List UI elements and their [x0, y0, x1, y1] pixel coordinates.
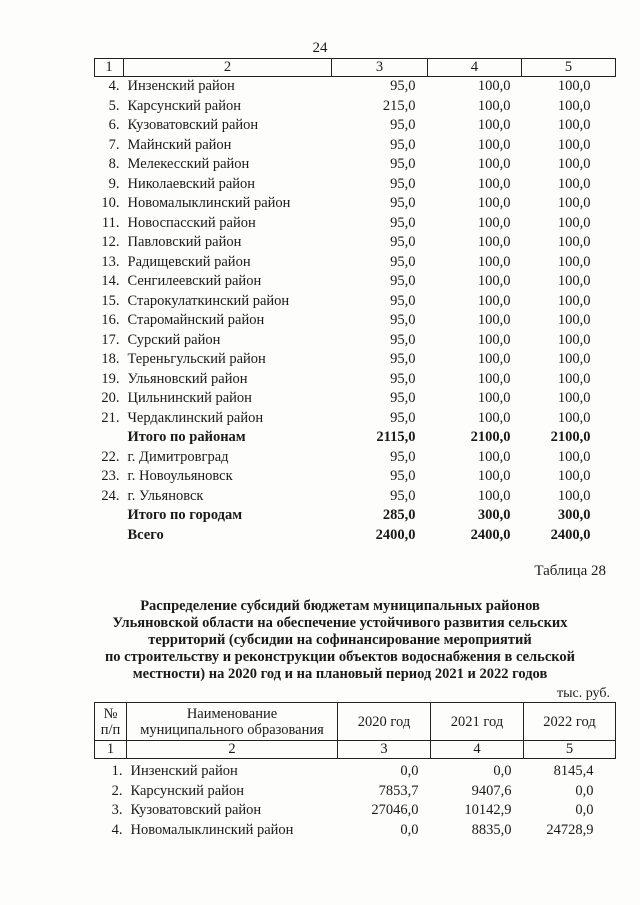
municipality-name: Новомалыклинский район	[127, 195, 291, 211]
value-col3: 95,0	[390, 78, 416, 94]
municipality-name: Старомайнский район	[127, 312, 265, 328]
value-2020: 0,0	[400, 821, 419, 838]
value-col5: 2100,0	[550, 429, 591, 445]
value-col4: 100,0	[477, 351, 511, 367]
row-number: 5.	[108, 97, 120, 114]
value-col4: 100,0	[477, 409, 511, 426]
title-line: по строительству и реконструкции объектов водоснабжения в сельской	[104, 649, 576, 665]
value-col3: 95,0	[390, 136, 416, 153]
municipality-name: Итого по районам	[127, 429, 246, 445]
header-number	[95, 703, 127, 741]
units-label: тыс. руб.	[557, 686, 610, 701]
row-number: 20.	[101, 390, 120, 406]
table-row	[95, 194, 616, 214]
table-row	[95, 292, 616, 312]
table-row	[95, 409, 616, 429]
value-col4: 100,0	[477, 156, 511, 172]
row-number: 8.	[108, 156, 120, 172]
value-col4: 100,0	[477, 234, 511, 250]
value-col4: 100,0	[477, 273, 511, 289]
row-number: 11.	[101, 214, 120, 231]
row-number: 3.	[111, 802, 123, 818]
title-line: Распределение субсидий бюджетам муниципальных районов	[140, 598, 540, 614]
value-col5: 100,0	[557, 195, 591, 211]
row-number: 19.	[101, 370, 120, 387]
municipality-name: Павловский район	[127, 234, 242, 250]
title-line: местности) на 2020 год и на плановый период 2021 и 2022 годов	[132, 666, 548, 682]
municipality-name: Радищевский район	[127, 253, 251, 270]
municipality-name: Инзенский район	[127, 78, 235, 94]
col-header-3: 3	[332, 59, 428, 77]
municipality-name: Старокулаткинский район	[127, 292, 290, 309]
value-col5: 100,0	[557, 468, 591, 484]
municipality-name: Новоспасский район	[127, 214, 256, 231]
value-col4: 100,0	[477, 448, 511, 465]
table-row	[95, 448, 616, 468]
value-col5: 100,0	[557, 312, 591, 328]
municipality-name: Николаевский район	[127, 175, 256, 192]
value-col4: 100,0	[477, 487, 511, 504]
value-col3: 95,0	[390, 448, 416, 465]
table-row	[95, 350, 616, 370]
value-2022: 0,0	[575, 782, 594, 799]
value-col3: 95,0	[390, 331, 416, 348]
value-2022: 24728,9	[546, 821, 594, 838]
table-row	[95, 253, 616, 273]
value-col3: 95,0	[390, 409, 416, 426]
subsidy-table-continued	[94, 58, 616, 545]
value-2021: 0,0	[493, 763, 512, 779]
page-number: 24	[312, 40, 328, 56]
value-col5: 100,0	[557, 253, 591, 270]
municipality-name: Итого по городам	[127, 507, 243, 523]
col-header-5: 5	[522, 59, 616, 77]
municipality-name: Мелекесский район	[127, 156, 250, 172]
value-col5: 100,0	[557, 487, 591, 504]
value-col4: 100,0	[477, 390, 511, 406]
table-row	[95, 821, 616, 841]
municipality-name: г. Новоульяновск	[127, 468, 233, 484]
row-number: 21.	[101, 409, 120, 426]
municipality-name: Кузоватовский район	[130, 802, 262, 818]
column-number-row	[95, 741, 616, 759]
municipality-name: Ульяновский район	[127, 370, 248, 387]
value-col4: 100,0	[477, 214, 511, 231]
value-col5: 100,0	[557, 448, 591, 465]
row-number: 4.	[108, 78, 120, 94]
value-col3: 285,0	[382, 507, 416, 523]
municipality-name: г. Димитровград	[127, 448, 229, 465]
value-col4: 100,0	[477, 370, 511, 387]
table-row	[95, 782, 616, 802]
col-number-1: 1	[95, 741, 127, 759]
value-2020: 27046,0	[371, 802, 419, 818]
value-col4: 100,0	[477, 78, 511, 94]
row-number: 16.	[101, 312, 120, 328]
value-col5: 100,0	[557, 234, 591, 250]
table-row	[95, 77, 616, 97]
col-number-3: 3	[338, 741, 431, 759]
table-row	[95, 389, 616, 409]
municipality-name: Карсунский район	[127, 97, 242, 114]
value-col4: 100,0	[477, 468, 511, 484]
value-col5: 100,0	[557, 331, 591, 348]
municipality-name: Инзенский район	[130, 763, 238, 779]
value-col4: 100,0	[477, 97, 511, 114]
value-col3: 95,0	[390, 117, 416, 133]
row-number: 17.	[101, 331, 120, 348]
col-number-2: 2	[127, 741, 338, 759]
value-col3: 95,0	[390, 234, 416, 250]
value-col3: 95,0	[390, 292, 416, 309]
title-line: Ульяновской области на обеспечение устойчивого развития сельских	[112, 615, 568, 631]
value-col5: 300,0	[557, 507, 591, 523]
row-number: 9.	[108, 175, 120, 192]
value-col3: 95,0	[390, 273, 416, 289]
value-col5: 100,0	[557, 370, 591, 387]
table-row	[95, 311, 616, 331]
table-row	[95, 487, 616, 507]
value-col5: 100,0	[557, 390, 591, 406]
row-number	[95, 506, 124, 526]
value-col5: 100,0	[557, 97, 591, 114]
value-col5: 100,0	[557, 214, 591, 231]
header-number-abbr: п/п	[100, 721, 121, 738]
row-number: 13.	[101, 253, 120, 270]
value-2021: 10142,9	[464, 802, 512, 818]
value-2021: 9407,6	[471, 782, 512, 799]
value-col3: 95,0	[390, 487, 416, 504]
table-row	[95, 370, 616, 390]
value-col5: 100,0	[557, 78, 591, 94]
value-col3: 95,0	[390, 370, 416, 387]
value-col3: 95,0	[390, 195, 416, 211]
table-row	[95, 331, 616, 351]
municipality-name: Карсунский район	[130, 782, 245, 799]
header-number-sign: №	[103, 705, 118, 722]
header-name-line2: муниципального образования	[140, 721, 324, 738]
value-col4: 100,0	[477, 312, 511, 328]
row-number: 18.	[101, 351, 120, 367]
row-number	[95, 428, 124, 448]
value-col3: 215,0	[382, 97, 416, 114]
value-col5: 100,0	[557, 156, 591, 172]
table-header-row	[95, 703, 616, 741]
table-row	[95, 467, 616, 487]
value-col5: 100,0	[557, 117, 591, 133]
value-col3: 95,0	[390, 351, 416, 367]
table-label: Таблица 28	[534, 563, 606, 579]
municipality-name: Майнский район	[127, 136, 232, 153]
row-number	[95, 526, 124, 546]
total-row	[95, 526, 616, 546]
row-number: 6.	[108, 117, 120, 133]
total-row	[95, 506, 616, 526]
value-col4: 300,0	[477, 507, 511, 523]
value-2020: 7853,7	[378, 782, 419, 799]
table-title	[60, 598, 620, 683]
col-number-4: 4	[431, 741, 524, 759]
row-number: 22.	[101, 448, 120, 465]
municipality-name: Тереньгульский район	[127, 351, 266, 367]
value-col3: 95,0	[390, 214, 416, 231]
value-2020: 0,0	[400, 763, 419, 779]
municipality-name: Кузоватовский район	[127, 117, 259, 133]
row-number: 24.	[101, 487, 120, 504]
value-col4: 100,0	[477, 117, 511, 133]
total-row	[95, 428, 616, 448]
header-name	[127, 703, 338, 741]
header-2022: 2022 год	[524, 703, 616, 741]
municipality-name: Новомалыклинский район	[130, 821, 294, 838]
col-header-1: 1	[95, 59, 124, 77]
value-col3: 2400,0	[375, 526, 416, 543]
row-number: 7.	[108, 136, 120, 153]
value-col3: 95,0	[390, 390, 416, 406]
table-row	[95, 214, 616, 234]
municipality-name: Цильнинский район	[127, 390, 252, 406]
value-col3: 95,0	[390, 156, 416, 172]
row-number: 2.	[111, 782, 123, 799]
table-row	[95, 175, 616, 195]
col-number-5: 5	[524, 741, 616, 759]
row-number: 23.	[101, 468, 120, 484]
header-2020: 2020 год	[338, 703, 431, 741]
value-col4: 2100,0	[470, 429, 511, 445]
municipality-name: Всего	[127, 526, 164, 543]
municipality-name: Чердаклинский район	[127, 409, 264, 426]
value-col4: 100,0	[477, 253, 511, 270]
value-col4: 100,0	[477, 331, 511, 348]
table-row	[95, 136, 616, 156]
value-2022: 0,0	[575, 802, 594, 818]
row-number: 12.	[101, 234, 120, 250]
value-col5: 100,0	[557, 175, 591, 192]
row-number: 4.	[111, 821, 123, 838]
municipality-name: г. Ульяновск	[127, 487, 204, 504]
table-row	[95, 116, 616, 136]
header-name-line1: Наименование	[186, 705, 278, 722]
municipality-name: Сурский район	[127, 331, 221, 348]
value-col4: 100,0	[477, 175, 511, 192]
water-supply-subsidy-table	[94, 702, 616, 840]
table-row	[95, 801, 616, 821]
row-number: 15.	[101, 292, 120, 309]
table-row	[95, 233, 616, 253]
table-row	[95, 155, 616, 175]
value-col3: 95,0	[390, 175, 416, 192]
value-col5: 100,0	[557, 409, 591, 426]
municipality-name: Сенгилеевский район	[127, 273, 262, 289]
value-col5: 100,0	[557, 273, 591, 289]
col-header-4: 4	[428, 59, 522, 77]
value-col5: 100,0	[557, 292, 591, 309]
table-row	[95, 272, 616, 292]
table-row	[95, 97, 616, 117]
value-col3: 2115,0	[376, 429, 416, 445]
table-row	[95, 759, 616, 782]
column-number-row	[95, 59, 616, 77]
value-2022: 8145,4	[553, 763, 594, 779]
value-col5: 100,0	[557, 136, 591, 153]
value-col5: 2400,0	[550, 526, 591, 543]
row-number: 14.	[101, 273, 120, 289]
value-col3: 95,0	[390, 312, 416, 328]
row-number: 10.	[101, 195, 120, 211]
value-2021: 8835,0	[471, 821, 512, 838]
value-col4: 100,0	[477, 136, 511, 153]
value-col3: 95,0	[390, 253, 416, 270]
col-header-2: 2	[124, 59, 332, 77]
header-2021: 2021 год	[431, 703, 524, 741]
title-line: территорий (субсидии на софинансирование мероприятий	[148, 632, 532, 648]
value-col4: 100,0	[477, 195, 511, 211]
value-col4: 100,0	[477, 292, 511, 309]
value-col4: 2400,0	[470, 526, 511, 543]
value-col5: 100,0	[557, 351, 591, 367]
row-number: 1.	[111, 763, 123, 779]
value-col3: 95,0	[390, 468, 416, 484]
